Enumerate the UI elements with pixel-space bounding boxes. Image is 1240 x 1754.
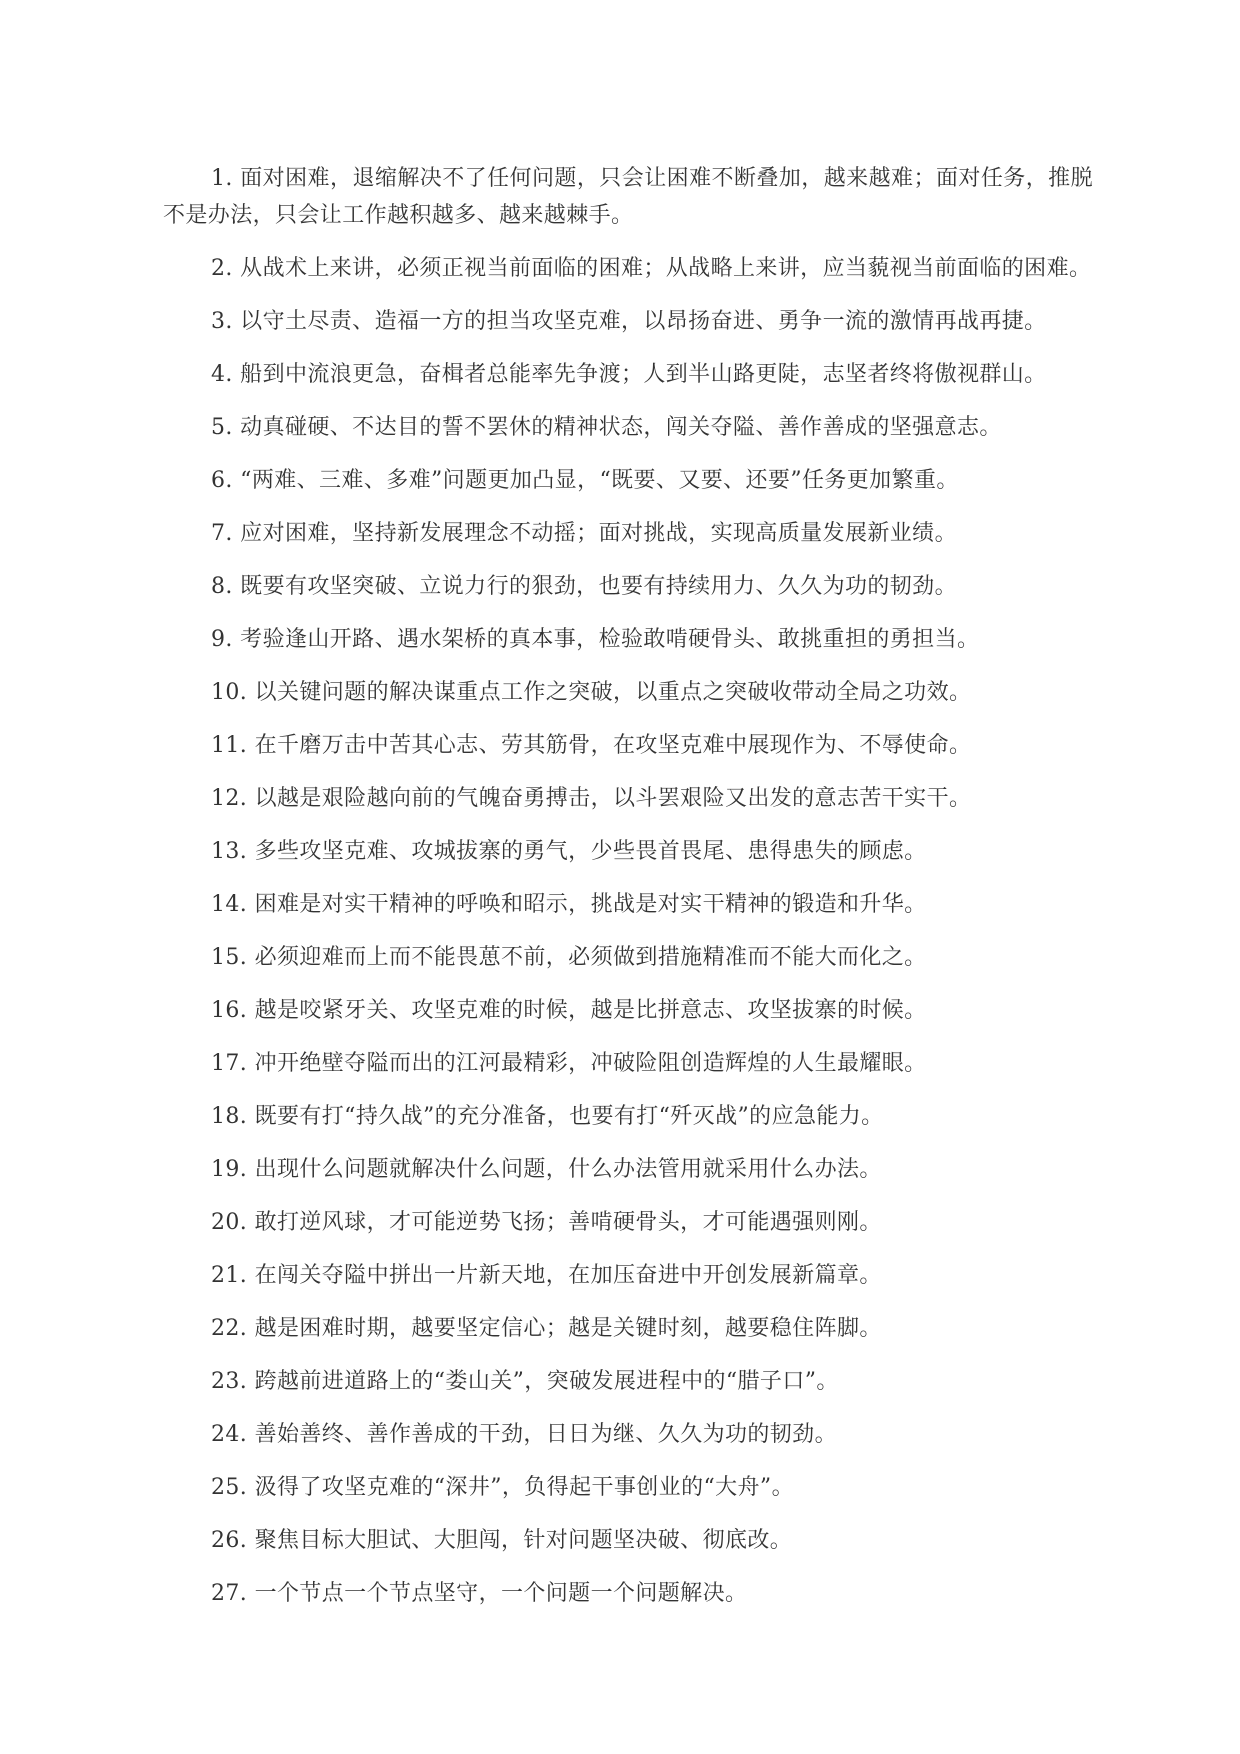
list-item: 17. 冲开绝壁夺隘而出的江河最精彩，冲破险阻创造辉煌的人生最耀眼。	[211, 1051, 927, 1076]
list-item: 25. 汲得了攻坚克难的“深井”，负得起干事创业的“大舟”。	[211, 1475, 794, 1500]
list-item: 13. 多些攻坚克难、攻城拔寨的勇气，少些畏首畏尾、患得患失的顾虑。	[211, 839, 927, 864]
list-item: 5. 动真碰硬、不达目的誓不罢休的精神状态，闯关夺隘、善作善成的坚强意志。	[211, 415, 1002, 440]
list-item: 4. 船到中流浪更急，奋楫者总能率先争渡；人到半山路更陡，志坚者终将傲视群山。	[211, 362, 1047, 387]
list-item: 20. 敢打逆风球，才可能逆势飞扬；善啃硬骨头，才可能遇强则刚。	[211, 1210, 882, 1235]
list-item: 14. 困难是对实干精神的呼唤和昭示，挑战是对实干精神的锻造和升华。	[211, 892, 927, 917]
list-item: 21. 在闯关夺隘中拼出一片新天地，在加压奋进中开创发展新篇章。	[211, 1263, 882, 1288]
list-item: 26. 聚焦目标大胆试、大胆闯，针对问题坚决破、彻底改。	[211, 1528, 793, 1553]
list-item: 16. 越是咬紧牙关、攻坚克难的时候，越是比拼意志、攻坚拔寨的时候。	[211, 998, 927, 1023]
list-item: 24. 善始善终、善作善成的干劲，日日为继、久久为功的韧劲。	[211, 1422, 837, 1447]
list-item: 22. 越是困难时期，越要坚定信心；越是关键时刻，越要稳住阵脚。	[211, 1316, 882, 1341]
list-item: 1. 面对困难，退缩解决不了任何问题，只会让困难不断叠加，越来越难；面对任务，推脱不是办法，只会让工作越积越多、越来越棘手。	[163, 166, 1093, 228]
list-item: 10. 以关键问题的解决谋重点工作之突破，以重点之突破收带动全局之功效。	[211, 680, 972, 705]
list-item: 7. 应对困难，坚持新发展理念不动摇；面对挑战，实现高质量发展新业绩。	[211, 521, 957, 546]
document-body	[163, 160, 1093, 1628]
list-item: 15. 必须迎难而上而不能畏葸不前，必须做到措施精准而不能大而化之。	[211, 945, 927, 970]
list-item: 11. 在千磨万击中苦其心志、劳其筋骨，在攻坚克难中展现作为、不辱使命。	[211, 733, 972, 758]
list-item: 23. 跨越前进道路上的“娄山关”，突破发展进程中的“腊子口”。	[211, 1369, 839, 1394]
list-item: 6. “两难、三难、多难”问题更加凸显，“既要、又要、还要”任务更加繁重。	[211, 468, 959, 493]
list-item: 9. 考验逢山开路、遇水架桥的真本事，检验敢啃硬骨头、敢挑重担的勇担当。	[211, 627, 980, 652]
list-item: 8. 既要有攻坚突破、立说力行的狠劲，也要有持续用力、久久为功的韧劲。	[211, 574, 957, 599]
list-item: 19. 出现什么问题就解决什么问题，什么办法管用就采用什么办法。	[211, 1157, 882, 1182]
list-item: 18. 既要有打“持久战”的充分准备，也要有打“歼灭战”的应急能力。	[211, 1104, 884, 1129]
list-item: 3. 以守土尽责、造福一方的担当攻坚克难，以昂扬奋进、勇争一流的激情再战再捷。	[211, 309, 1047, 334]
list-item: 2. 从战术上来讲，必须正视当前面临的困难；从战略上来讲，应当藐视当前面临的困难。	[211, 256, 1092, 281]
list-item: 27. 一个节点一个节点坚守，一个问题一个问题解决。	[211, 1581, 748, 1606]
list-item: 12. 以越是艰险越向前的气魄奋勇搏击，以斗罢艰险又出发的意志苦干实干。	[211, 786, 972, 811]
